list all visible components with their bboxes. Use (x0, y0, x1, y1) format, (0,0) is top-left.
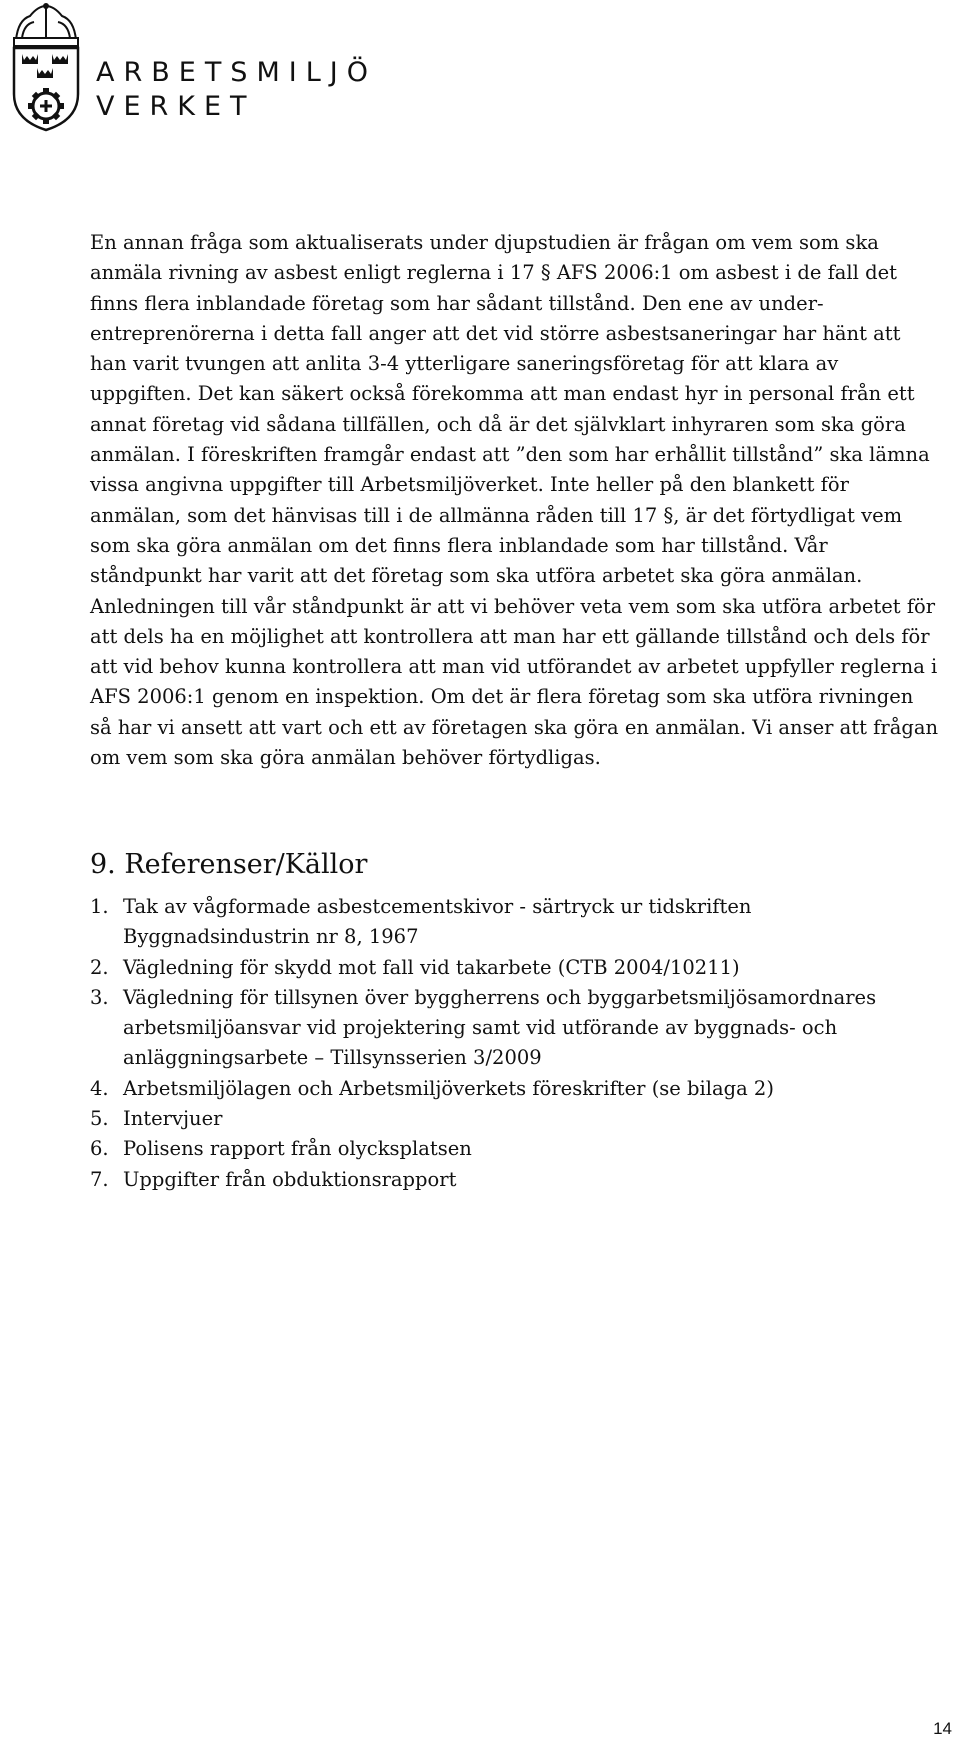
section-heading-references: 9. Referenser/Källor (90, 849, 368, 880)
list-item-text: Uppgifter från obduktionsrapport (123, 1167, 457, 1191)
document-body (90, 228, 940, 773)
agency-name (96, 56, 377, 124)
references-list (90, 892, 940, 1195)
body-paragraph: En annan fråga som aktualiserats under djupstudien är frågan om vem som ska anmäla rivning av asbest enligt reglerna i 17 § AFS 2006:1 om asbest i de fall det finns flera inblandade företag som har sådant tillstånd. Den ene av under-entreprenörerna i detta fall anger att det vid större asbestsaneringar har hänt att han varit tvungen att anlita 3-4 ytterligare saneringsföretag för att klara av uppgiften. Det kan säkert också förekomma att man endast hyr in personal från ett annat företag vid sådana tillfällen, och då är det självklart inhyraren som ska göra anmälan. I föreskriften framgår endast att ”den som har erhållit tillstånd” ska lämna vissa angivna uppgifter till Arbetsmiljöverket. Inte heller på den blankett för anmälan, som det hänvisas till i de allmänna råden till 17 §, är det förtydligat vem som ska göra anmälan om det finns flera inblandade som har tillstånd. Vår ståndpunkt har varit att det företag som ska utföra arbetet ska göra anmälan. Anledningen till vår ståndpunkt är att vi behöver veta vem som ska utföra arbetet för att dels ha en möjlighet att kontrollera att man har ett gällande tillstånd och dels för att vid behov kunna kontrollera att man vid utförandet av arbetet uppfyller reglerna i AFS 2006:1 genom en inspektion. Om det är flera företag som ska utföra rivningen så har vi ansett att vart och ett av företagen ska göra en anmälan. Vi anser att frågan om vem som ska göra anmälan behöver förtydligas. (90, 231, 939, 770)
agency-logo (4, 2, 88, 134)
list-item (90, 1165, 940, 1195)
list-item-text: Vägledning för tillsynen över byggherrens och byggarbetsmiljösamordnares arbetsmiljöansvar vid projektering samt vid utförande av byggnads- och anläggningsarbete – Tillsynsserien 3/2009 (123, 985, 877, 1070)
list-item-number: 1. (90, 895, 109, 918)
crown-shield-gear-emblem-icon (4, 2, 88, 134)
list-item-text: Tak av vågformade asbestcementskivor - särtryck ur tidskriften Byggnadsindustrin nr 8, 1967 (123, 895, 752, 949)
page-number: 14 (933, 1719, 952, 1738)
list-item (90, 1104, 940, 1134)
list-item (90, 983, 940, 1074)
list-item (90, 1134, 940, 1164)
agency-name-line2: VERKET (96, 91, 256, 122)
list-item-number: 2. (90, 955, 109, 979)
list-item-number: 3. (90, 985, 109, 1009)
list-item-number: 5. (90, 1107, 109, 1131)
list-item-text: Intervjuer (123, 1107, 223, 1131)
list-item-text: Arbetsmiljölagen och Arbetsmiljöverkets föreskrifter (se bilaga 2) (123, 1076, 774, 1100)
agency-name-line1: ARBETSMILJÖ (96, 57, 377, 88)
list-item-number: 4. (90, 1076, 109, 1100)
list-item-text: Polisens rapport från olycksplatsen (123, 1137, 472, 1161)
list-item-number: 7. (90, 1167, 109, 1191)
list-item-text: Vägledning för skydd mot fall vid takarbete (CTB 2004/10211) (123, 955, 740, 979)
list-item (90, 1074, 940, 1104)
list-item (90, 953, 940, 983)
list-item-number: 6. (90, 1137, 109, 1161)
list-item (90, 892, 940, 953)
